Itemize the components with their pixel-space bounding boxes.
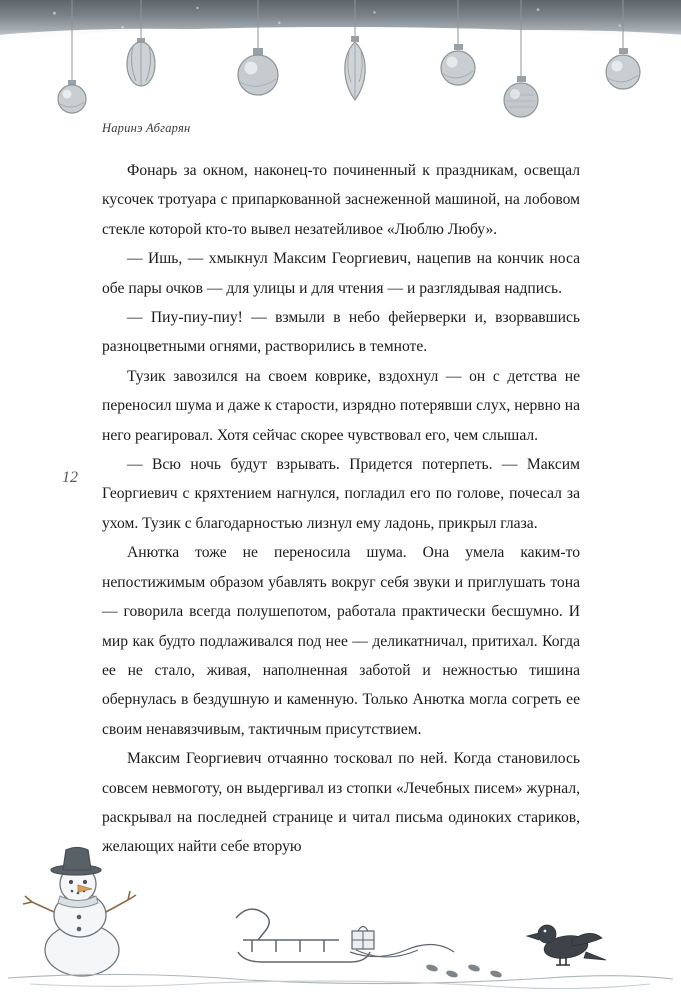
paragraph: Максим Георгиевич отчаянно тосковал по ней. Когда становилось совсем невмоготу, он выдергивал из стопки «Лечебных писем» журнал, раскрывал на последней странице и читал письма одиноких стариков, желающих найти себе вторую	[102, 750, 580, 856]
ornament-ball-textured	[504, 76, 538, 117]
footprints	[425, 963, 502, 978]
paragraph: Фонарь за окном, наконец-то починенный к праздникам, освещал кусочек тротуара с припаркованной заснеженной машиной, на лобовом стекле которой кто-то вывел незатейливое «Люблю Любу».	[102, 162, 580, 238]
snowman-figure	[23, 848, 136, 977]
paragraph: — Ишь, — хмыкнул Максим Георгиевич, нацепив на кончик носа обе пары очков — для улицы и для чтения — и разглядывая надпись.	[102, 250, 580, 297]
paragraph: — Пиу-пиу-пиу! — взмыли в небо фейерверки и, взорвавшись разноцветными огнями, растворились в темноте.	[102, 309, 580, 356]
ornament-teardrop	[345, 36, 365, 100]
running-head-author: Наринэ Абгарян	[102, 121, 191, 135]
ornaments-group	[0, 0, 681, 120]
ornament-ribbed-drop	[127, 38, 155, 86]
gift-box	[352, 927, 374, 950]
crow-figure	[527, 925, 606, 965]
paragraph: Тузик завозился на своем коврике, вздохнул — он с детства не переносил шума и даже к старости, изрядно потерявши слух, нервно на него реагировал. Хотя сейчас скорее чувствовал его, чем слышал.	[102, 367, 580, 444]
ornament-ball-right	[606, 48, 640, 89]
sled-figure	[236, 909, 454, 962]
snowman-sled-crow-illustration	[0, 800, 681, 1000]
ornament-ball-large	[238, 48, 278, 95]
christmas-ornaments-border	[0, 0, 681, 120]
ornament-ball-medium	[441, 44, 475, 85]
paragraph: — Всю ночь будут взрывать. Придется потерпеть. — Максим Георгиевич с кряхтением нагнулся, погладил его по голове, почесал за ухом. Тузик с благодарностью лизнул ему ладонь, прикрыл глаза.	[102, 456, 580, 532]
paragraph: Анютка тоже не переносила шума. Она умела каким-то непостижимым образом убавлять вокруг себя звуки и приглушать тона — говорила всегда полушепотом, работала практически бесшумно. И мир как будто подлаживался под нее — деликатничал, притихал. Когда ее не стало, живая, наполненная заботой и нежностью тишина обернулась в бездушную и каменную. Только Анютка могла согреть ее своим ненавязчивым, тактичным присутствием.	[102, 544, 580, 738]
snow-ground-line	[8, 974, 673, 988]
body-text	[102, 156, 580, 862]
page-number: 12	[62, 469, 78, 486]
ornament-ball-small	[58, 80, 86, 113]
